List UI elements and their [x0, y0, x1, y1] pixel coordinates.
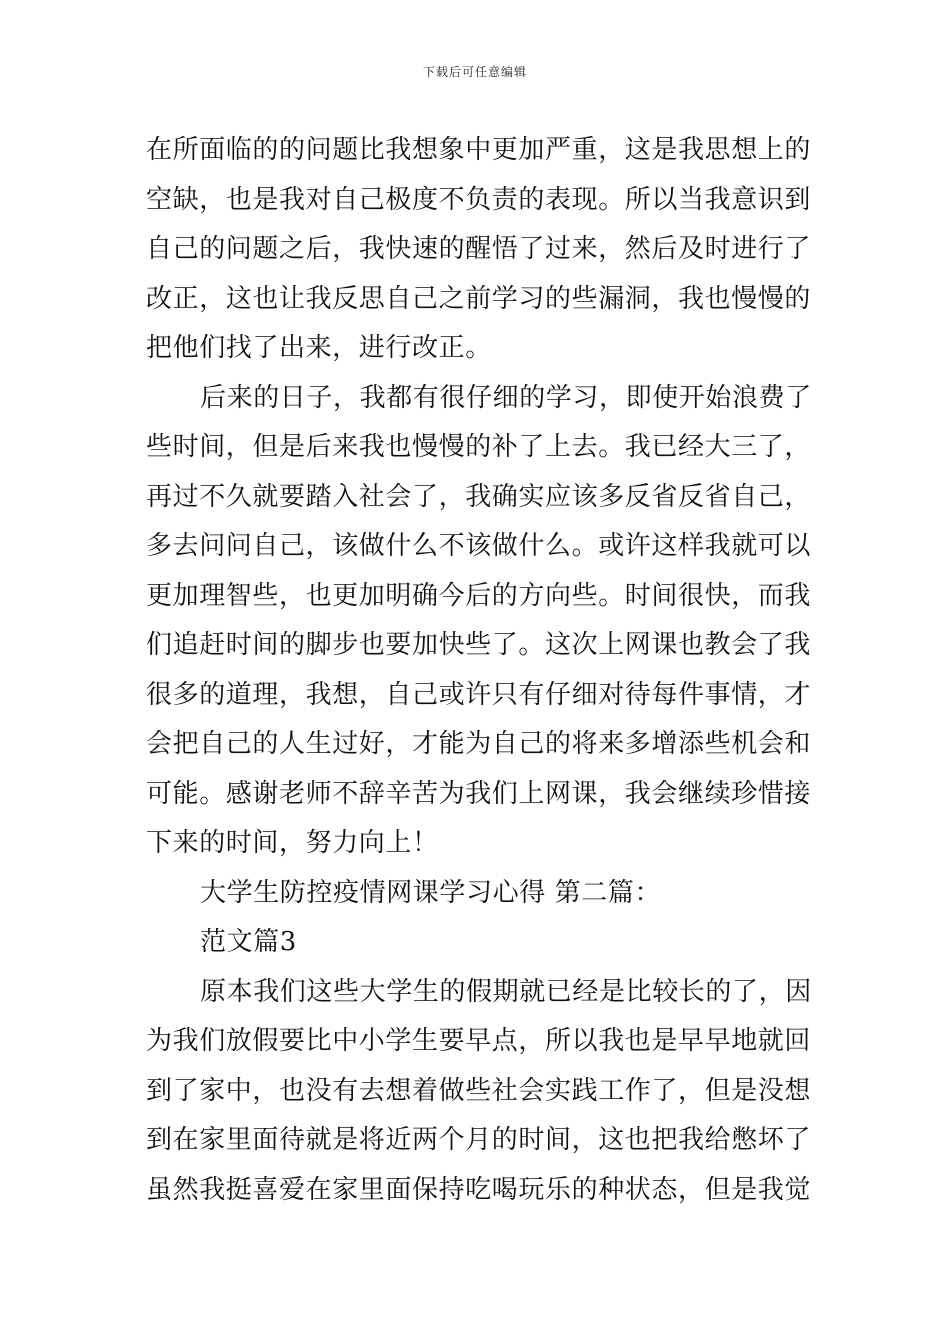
body-line: 很多的道理，我想，自己或许只有仔细对待每件事情，才	[146, 679, 812, 710]
body-line: 到在家里面待就是将近两个月的时间，这也把我给憋坏了	[146, 1125, 812, 1155]
body-line: 虽然我挺喜爱在家里面保持吃喝玩乐的种状态，但是我觉	[146, 1174, 812, 1205]
body-line: 下来的时间，努力向上！	[146, 828, 439, 858]
body-line: 把他们找了出来，进行改正。	[146, 333, 492, 363]
body-line: 为我们放假要比中小学生要早点，所以我也是早早地就回	[146, 1026, 812, 1056]
body-line: 再过不久就要踏入社会了，我确实应该多反省反省自己，	[146, 481, 812, 512]
sample-label: 范文篇3	[200, 927, 297, 957]
document-body	[146, 126, 812, 1215]
body-line: 会把自己的人生过好，才能为自己的将来多增添些机会和	[146, 729, 812, 759]
paragraph-start-line: 原本我们这些大学生的假期就已经是比较长的了，因	[200, 976, 812, 1007]
body-line: 空缺，也是我对自己极度不负责的表现。所以当我意识到	[146, 184, 812, 215]
body-line: 改正，这也让我反思自己之前学习的些漏洞，我也慢慢的	[146, 283, 812, 314]
body-line: 自己的问题之后，我快速的醒悟了过来，然后及时进行了	[146, 234, 812, 264]
page-header-note: 下载后可任意编辑	[422, 65, 527, 79]
body-line: 们追赶时间的脚步也要加快些了。这次上网课也教会了我	[146, 630, 812, 660]
body-line: 更加理智些，也更加明确今后的方向些。时间很快，而我	[146, 580, 812, 611]
paragraph-start-line: 后来的日子，我都有很仔细的学习，即使开始浪费了	[200, 382, 812, 413]
body-line: 些时间，但是后来我也慢慢的补了上去。我已经大三了，	[146, 432, 812, 462]
body-line: 在所面临的的问题比我想象中更加严重，这是我思想上的	[146, 135, 812, 165]
body-line: 可能。感谢老师不辞辛苦为我们上网课，我会继续珍惜接	[146, 778, 812, 809]
body-line: 多去问问自己，该做什么不该做什么。或许这样我就可以	[146, 531, 812, 561]
section-heading: 大学生防控疫情网课学习心得 第二篇：	[200, 877, 662, 908]
body-line: 到了家中，也没有去想着做些社会实践工作了，但是没想	[146, 1075, 812, 1106]
